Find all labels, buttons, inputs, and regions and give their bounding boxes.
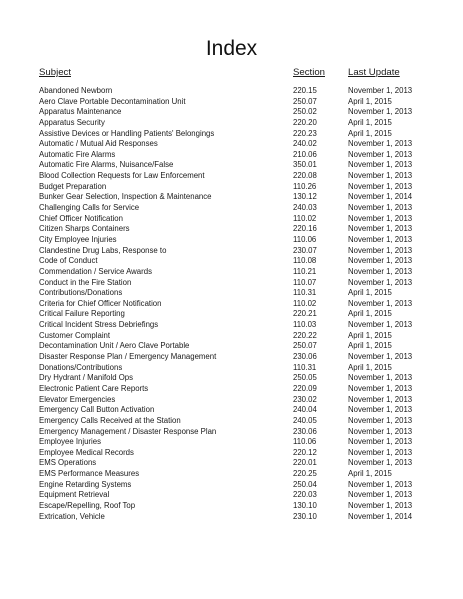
row-subject: Challenging Calls for Service [39, 203, 140, 213]
row-subject: Electronic Patient Care Reports [39, 383, 149, 393]
row-subject: Bunker Gear Selection, Inspection & Maintenance [39, 192, 212, 202]
row-subject: Chief Officer Notification [39, 213, 123, 223]
index-row [39, 373, 429, 384]
row-subject: Disaster Response Plan / Emergency Management [39, 352, 217, 362]
row-section: 250.07 [293, 96, 317, 106]
row-section: 240.03 [293, 203, 317, 213]
row-subject: Donations/Contributions [39, 362, 123, 372]
index-row [39, 288, 429, 299]
row-last-update: April 1, 2015 [348, 469, 392, 479]
row-subject: Dry Hydrant / Manifold Ops [39, 373, 134, 383]
index-row [39, 214, 429, 225]
row-subject: Escape/Repelling, Roof Top [39, 500, 136, 510]
row-section: 220.12 [293, 447, 317, 457]
row-subject: EMS Performance Measures [39, 469, 140, 479]
index-row [39, 160, 429, 171]
row-subject: Customer Complaint [39, 330, 111, 340]
index-row [39, 278, 429, 289]
index-row [39, 86, 429, 97]
index-row [39, 107, 429, 118]
row-last-update: November 1, 2013 [348, 383, 413, 393]
row-subject: Engine Retarding Systems [39, 479, 132, 489]
row-subject: City Employee Injuries [39, 234, 117, 244]
row-subject: Citizen Sharps Containers [39, 224, 130, 234]
row-section: 230.02 [293, 394, 317, 404]
header-last-update: Last Update [348, 67, 400, 78]
row-subject: Emergency Calls Received at the Station [39, 415, 181, 425]
row-section: 220.03 [293, 490, 317, 500]
index-row [39, 256, 429, 267]
row-subject: Automatic Fire Alarms, Nuisance/False [39, 160, 174, 170]
row-last-update: November 1, 2013 [348, 405, 413, 415]
index-row [39, 331, 429, 342]
row-section: 210.06 [293, 149, 317, 159]
row-subject: Elevator Emergencies [39, 394, 116, 404]
row-section: 250.07 [293, 341, 317, 351]
row-section: 240.04 [293, 405, 317, 415]
row-last-update: November 1, 2013 [348, 415, 413, 425]
row-last-update: November 1, 2013 [348, 86, 413, 95]
row-section: 110.06 [293, 234, 317, 244]
row-section: 130.12 [293, 192, 317, 202]
header-subject: Subject [39, 67, 71, 78]
row-section: 110.31 [293, 288, 317, 298]
index-row [39, 395, 429, 406]
row-section: 220.01 [293, 458, 317, 468]
row-section: 110.06 [293, 437, 317, 447]
row-subject: EMS Operations [39, 458, 97, 468]
row-section: 350.01 [293, 160, 317, 170]
row-last-update: November 1, 2013 [348, 203, 413, 213]
row-last-update: November 1, 2013 [348, 394, 413, 404]
index-row [39, 469, 429, 480]
row-last-update: November 1, 2013 [348, 458, 413, 468]
row-subject: Assistive Devices or Handling Patients' Belongings [39, 128, 215, 138]
row-section: 220.16 [293, 224, 317, 234]
row-last-update: April 1, 2015 [348, 330, 392, 340]
row-subject: Automatic Fire Alarms [39, 149, 116, 159]
row-section: 220.09 [293, 383, 317, 393]
index-row [39, 182, 429, 193]
row-section: 240.02 [293, 139, 317, 149]
row-last-update: November 1, 2013 [348, 426, 413, 436]
row-section: 110.31 [293, 362, 317, 372]
row-last-update: November 1, 2013 [348, 298, 413, 308]
row-section: 110.02 [293, 298, 317, 308]
index-row [39, 118, 429, 129]
row-subject: Apparatus Maintenance [39, 107, 122, 117]
row-last-update: April 1, 2015 [348, 341, 392, 351]
index-row [39, 299, 429, 310]
row-section: 130.10 [293, 500, 317, 510]
index-row [39, 384, 429, 395]
row-section: 230.06 [293, 426, 317, 436]
row-section: 220.21 [293, 309, 317, 319]
index-row [39, 309, 429, 320]
index-row [39, 97, 429, 108]
row-last-update: November 1, 2013 [348, 266, 413, 276]
row-section: 220.15 [293, 86, 317, 95]
row-subject: Extrication, Vehicle [39, 511, 105, 521]
index-row [39, 139, 429, 150]
row-subject: Blood Collection Requests for Law Enforcement [39, 171, 205, 181]
index-row [39, 320, 429, 331]
index-row [39, 512, 429, 523]
index-list [39, 86, 429, 522]
row-last-update: November 1, 2013 [348, 447, 413, 457]
row-last-update: April 1, 2015 [348, 96, 392, 106]
row-last-update: November 1, 2013 [348, 149, 413, 159]
row-last-update: April 1, 2015 [348, 128, 392, 138]
index-row [39, 480, 429, 491]
row-last-update: November 1, 2013 [348, 373, 413, 383]
row-last-update: November 1, 2013 [348, 160, 413, 170]
index-row [39, 437, 429, 448]
row-subject: Emergency Management / Disaster Response Plan [39, 426, 217, 436]
index-row [39, 490, 429, 501]
row-subject: Aero Clave Portable Decontamination Unit [39, 96, 186, 106]
row-subject: Apparatus Security [39, 117, 105, 127]
row-last-update: November 1, 2013 [348, 500, 413, 510]
row-section: 230.06 [293, 352, 317, 362]
row-section: 220.25 [293, 469, 317, 479]
row-subject: Automatic / Mutual Aid Responses [39, 139, 158, 149]
index-row [39, 192, 429, 203]
row-section: 250.02 [293, 107, 317, 117]
row-subject: Clandestine Drug Labs, Response to [39, 245, 167, 255]
row-section: 230.07 [293, 245, 317, 255]
row-section: 110.03 [293, 320, 317, 330]
row-last-update: November 1, 2013 [348, 224, 413, 234]
row-subject: Abandoned Newborn [39, 86, 113, 95]
row-last-update: November 1, 2013 [348, 320, 413, 330]
row-last-update: November 1, 2013 [348, 479, 413, 489]
row-subject: Employee Injuries [39, 437, 101, 447]
index-row [39, 171, 429, 182]
row-last-update: April 1, 2015 [348, 362, 392, 372]
page-title: Index [205, 37, 258, 60]
row-section: 250.05 [293, 373, 317, 383]
row-last-update: November 1, 2013 [348, 256, 413, 266]
row-subject: Decontamination Unit / Aero Clave Portable [39, 341, 190, 351]
row-section: 250.04 [293, 479, 317, 489]
index-row [39, 203, 429, 214]
row-last-update: November 1, 2013 [348, 234, 413, 244]
index-row [39, 352, 429, 363]
row-subject: Code of Conduct [39, 256, 98, 266]
row-last-update: November 1, 2013 [348, 352, 413, 362]
index-row [39, 246, 429, 257]
row-section: 220.20 [293, 117, 317, 127]
index-row [39, 416, 429, 427]
row-last-update: April 1, 2015 [348, 288, 392, 298]
row-section: 220.23 [293, 128, 317, 138]
row-subject: Critical Failure Reporting [39, 309, 125, 319]
row-last-update: November 1, 2013 [348, 245, 413, 255]
row-last-update: November 1, 2013 [348, 139, 413, 149]
row-last-update: November 1, 2013 [348, 490, 413, 500]
row-last-update: November 1, 2013 [348, 213, 413, 223]
index-row [39, 267, 429, 278]
index-row [39, 341, 429, 352]
row-subject: Equipment Retrieval [39, 490, 110, 500]
index-row [39, 405, 429, 416]
row-subject: Criteria for Chief Officer Notification [39, 298, 162, 308]
row-section: 230.10 [293, 511, 317, 521]
row-section: 110.02 [293, 213, 317, 223]
row-section: 110.26 [293, 181, 317, 191]
index-row [39, 458, 429, 469]
row-last-update: November 1, 2014 [348, 192, 413, 202]
row-last-update: November 1, 2013 [348, 107, 413, 117]
row-last-update: November 1, 2014 [348, 511, 413, 521]
row-section: 110.08 [293, 256, 317, 266]
index-row [39, 224, 429, 235]
column-headers [39, 67, 429, 79]
row-last-update: April 1, 2015 [348, 117, 392, 127]
row-section: 240.05 [293, 415, 317, 425]
row-last-update: November 1, 2013 [348, 437, 413, 447]
row-last-update: April 1, 2015 [348, 309, 392, 319]
row-section: 220.08 [293, 171, 317, 181]
row-last-update: November 1, 2013 [348, 277, 413, 287]
row-subject: Critical Incident Stress Debriefings [39, 320, 159, 330]
row-subject: Emergency Call Button Activation [39, 405, 155, 415]
row-subject: Employee Medical Records [39, 447, 134, 457]
row-section: 220.22 [293, 330, 317, 340]
index-row [39, 150, 429, 161]
row-subject: Budget Preparation [39, 181, 107, 191]
row-section: 110.21 [293, 266, 317, 276]
index-row [39, 427, 429, 438]
index-row [39, 129, 429, 140]
row-subject: Contributions/Donations [39, 288, 123, 298]
index-row [39, 501, 429, 512]
row-subject: Commendation / Service Awards [39, 266, 152, 276]
row-section: 110.07 [293, 277, 317, 287]
index-row [39, 448, 429, 459]
row-subject: Conduct in the Fire Station [39, 277, 132, 287]
row-last-update: November 1, 2013 [348, 181, 413, 191]
index-row [39, 363, 429, 374]
index-row [39, 235, 429, 246]
row-last-update: November 1, 2013 [348, 171, 413, 181]
header-section: Section [293, 67, 325, 78]
